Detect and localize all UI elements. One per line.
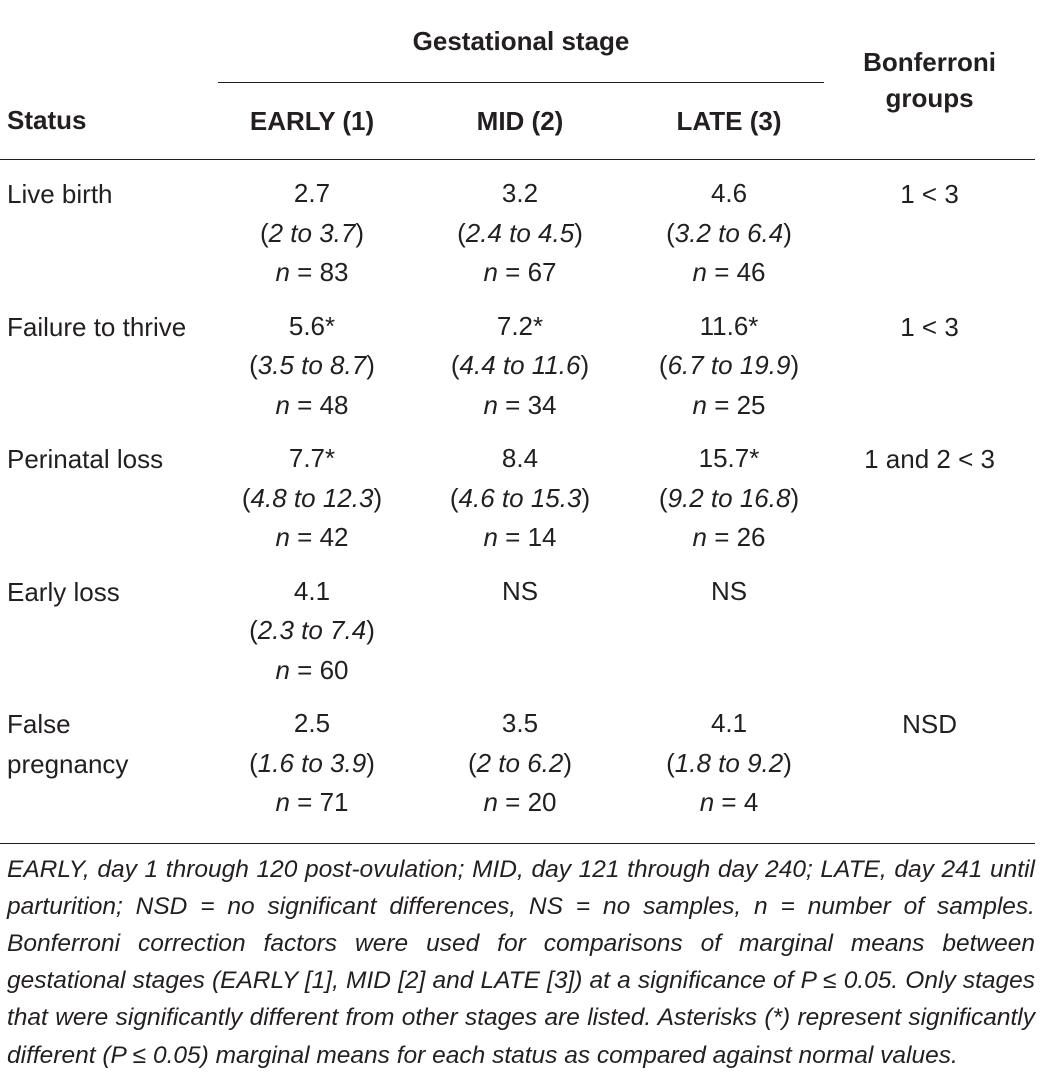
status-cell (0, 690, 218, 843)
mid-cell (406, 293, 634, 426)
sample-count: n = 48 (275, 389, 349, 420)
confidence-interval: (1.8 to 9.2) (666, 747, 792, 778)
table-row (0, 160, 1035, 293)
mean-value: 5.6* (288, 310, 336, 341)
mean-value: 4.1 (293, 575, 331, 606)
late-cell (634, 293, 824, 426)
mean-value: 2.5 (293, 708, 331, 738)
early-header: EARLY (1) (218, 83, 406, 160)
confidence-interval: (2.4 to 4.5) (457, 217, 583, 248)
confidence-interval: (2 to 3.7) (259, 217, 365, 248)
table-footnote: EARLY, day 1 through 120 post-ovulation; MID, day 121 through day 240; LATE, day 241 until parturition; NSD = no significant differences, NS = no samples, n = number of samples. Bonferroni correction factors were used for comparisons of marginal means between gestational stages (EARLY [1], MID [2] and LATE [3]) at a significance of P ≤ 0.05. Only stages that were significantly different from other stages are listed. Asterisks (*) represent significantly different (P ≤ 0.05) marginal means for each status as compared against normal values. (7, 855, 1035, 1069)
mean-value: 11.6* (699, 310, 759, 341)
late-cell (634, 690, 824, 843)
table-row (0, 293, 1035, 426)
group-header-spacer (0, 0, 218, 83)
bonferroni-header-line1: Bonferroni (863, 46, 996, 77)
sample-count: n = 42 (275, 522, 349, 552)
early-cell (218, 160, 406, 293)
mean-value: 4.6 (710, 178, 748, 208)
late-cell (634, 425, 824, 558)
status-line: pregnancy (7, 749, 129, 779)
late-cell (634, 558, 824, 691)
mid-header: MID (2) (406, 83, 634, 160)
gestational-stage-header: Gestational stage (218, 0, 824, 83)
bonferroni-header-line2: groups (885, 82, 974, 113)
status-line: False (7, 709, 71, 739)
bonferroni-cell: 1 < 3 (900, 179, 959, 209)
mean-value: 7.2* (496, 310, 544, 341)
mean-value: NS (710, 575, 748, 606)
bonferroni-cell (824, 558, 1035, 691)
mean-value: 15.7* (698, 443, 760, 473)
confidence-interval: (2.3 to 7.4) (249, 615, 375, 645)
bonferroni-header (824, 0, 1035, 160)
mean-value: 7.7* (288, 443, 336, 473)
sample-count: n = 14 (483, 522, 557, 552)
confidence-interval: (4.8 to 12.3) (241, 482, 383, 513)
mid-cell (406, 558, 634, 691)
confidence-interval: (9.2 to 16.8) (658, 482, 800, 513)
sample-count: n = 4 (699, 787, 759, 817)
status-cell: Live birth (7, 179, 113, 209)
bonferroni-cell: 1 and 2 < 3 (864, 444, 995, 474)
early-cell (218, 558, 406, 691)
confidence-interval: (1.6 to 3.9) (249, 747, 375, 778)
early-cell (218, 425, 406, 558)
confidence-interval: (3.2 to 6.4) (666, 217, 792, 248)
early-cell (218, 293, 406, 426)
status-cell: Perinatal loss (7, 444, 164, 474)
status-cell: Early loss (7, 576, 120, 607)
mean-value: 4.1 (710, 708, 748, 738)
confidence-interval: (4.4 to 11.6) (450, 350, 590, 380)
status-cell: Failure to thrive (7, 311, 187, 342)
mid-cell (406, 690, 634, 843)
early-cell (218, 690, 406, 843)
sample-count: n = 71 (275, 787, 349, 817)
confidence-interval: (2 to 6.2) (467, 747, 573, 778)
late-cell (634, 160, 824, 293)
table-row (0, 690, 1035, 843)
confidence-interval: (4.6 to 15.3) (449, 482, 591, 513)
bonferroni-cell: 1 < 3 (900, 311, 959, 342)
sample-count: n = 67 (483, 257, 557, 287)
sample-count: n = 25 (692, 389, 766, 420)
mean-value: 2.7 (293, 178, 331, 208)
confidence-interval: (6.7 to 19.9) (658, 350, 800, 380)
status-header: Status (0, 83, 218, 160)
mean-value: 3.2 (501, 178, 539, 208)
sample-count: n = 46 (692, 257, 766, 287)
sample-count: n = 83 (275, 257, 349, 287)
late-header: LATE (3) (634, 83, 824, 160)
sample-count: n = 26 (692, 522, 766, 552)
confidence-interval: (3.5 to 8.7) (249, 350, 375, 380)
mid-cell (406, 425, 634, 558)
table-row (0, 425, 1035, 558)
table-row (0, 558, 1035, 691)
mean-value: 8.4 (501, 443, 539, 473)
bonferroni-cell: NSD (824, 690, 1035, 843)
sample-count: n = 34 (483, 389, 557, 420)
mean-value: NS (501, 575, 539, 606)
sample-count: n = 60 (275, 654, 349, 685)
group-header-row (0, 0, 1035, 83)
mid-cell (406, 160, 634, 293)
sample-count: n = 20 (483, 787, 557, 817)
mean-value: 3.5 (501, 708, 539, 738)
